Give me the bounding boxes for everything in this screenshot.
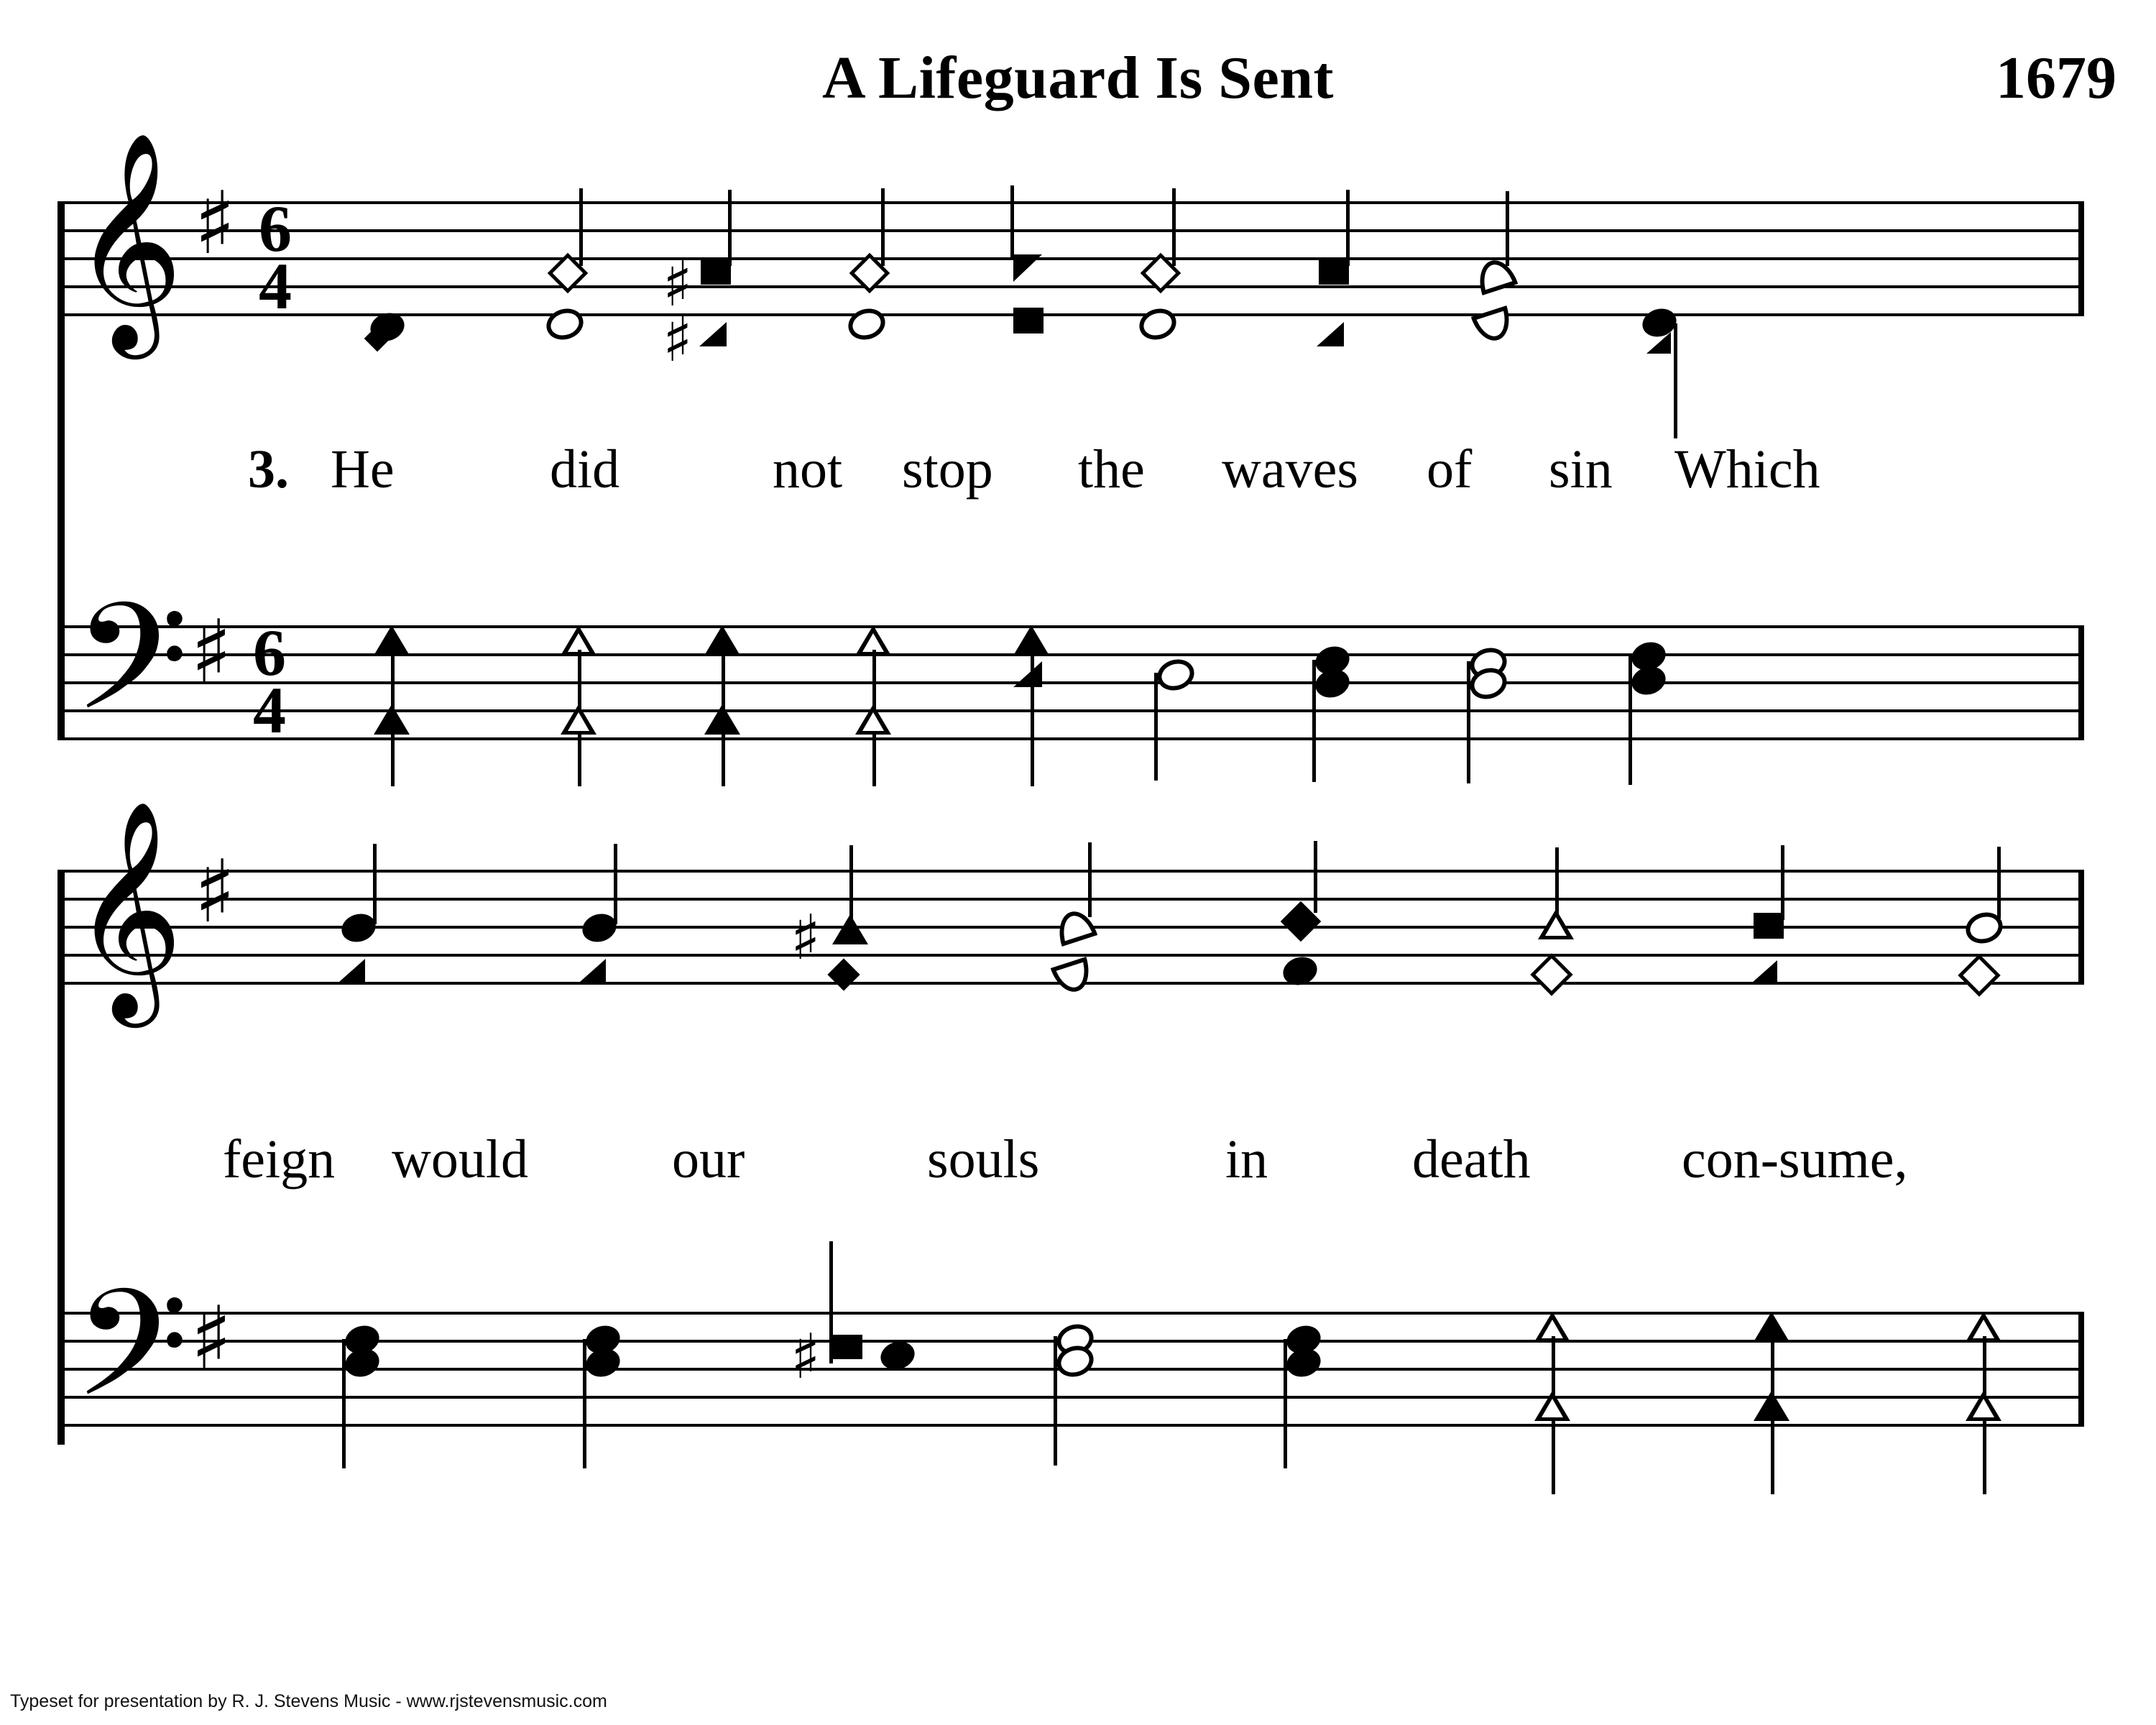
final-barline bbox=[2078, 870, 2084, 985]
lyric-syllable: our bbox=[672, 1129, 745, 1190]
music-system-2 bbox=[0, 799, 2156, 1567]
staff-line bbox=[57, 870, 2084, 873]
accidental-sharp: ♯ bbox=[663, 249, 693, 321]
lyric-syllable: He bbox=[331, 439, 395, 500]
lyric-syllable: feign bbox=[223, 1129, 336, 1190]
final-barline bbox=[2078, 1312, 2084, 1427]
key-signature-sharp: ♯ bbox=[194, 174, 236, 274]
key-signature-sharp: ♯ bbox=[190, 1289, 233, 1389]
lyric-syllable: would bbox=[392, 1129, 528, 1190]
lyric-syllable: sin bbox=[1549, 439, 1613, 500]
lyric-syllable: souls bbox=[927, 1129, 1040, 1190]
staff-line bbox=[57, 229, 2084, 232]
lyric-syllable: did bbox=[550, 439, 620, 500]
staff-line bbox=[57, 954, 2084, 957]
lyric-syllable: the bbox=[1078, 439, 1145, 500]
staff-line bbox=[57, 201, 2084, 204]
accidental-sharp: ♯ bbox=[663, 304, 693, 376]
verse-number: 3. bbox=[248, 439, 289, 500]
time-signature-numerator: 6 bbox=[259, 192, 292, 265]
lyric-syllable: not bbox=[773, 439, 843, 500]
lyric-syllable: Which bbox=[1674, 439, 1820, 500]
staff-line bbox=[57, 285, 2084, 288]
staff-line bbox=[57, 709, 2084, 712]
bass-clef-icon: 𝄢 bbox=[73, 571, 189, 780]
accidental-sharp: ♯ bbox=[791, 902, 821, 974]
staff-line bbox=[57, 898, 2084, 901]
staff-line bbox=[57, 313, 2084, 316]
staff-line bbox=[57, 625, 2084, 628]
bass-staff-1 bbox=[57, 571, 2084, 780]
staff-line bbox=[57, 257, 2084, 260]
treble-clef-icon: 𝄞 bbox=[72, 130, 183, 349]
staff-line bbox=[57, 737, 2084, 740]
lyric-syllable: death bbox=[1412, 1129, 1531, 1190]
bass-clef-icon: 𝄢 bbox=[73, 1257, 189, 1466]
lyric-syllable: of bbox=[1427, 439, 1473, 500]
staff-line bbox=[57, 653, 2084, 656]
key-signature-sharp: ♯ bbox=[194, 842, 236, 942]
song-number: 1679 bbox=[1996, 45, 2116, 111]
page-title: A Lifeguard Is Sent bbox=[822, 45, 1334, 111]
accidental-sharp: ♯ bbox=[791, 1321, 821, 1393]
staff-line bbox=[57, 1424, 2084, 1427]
final-barline bbox=[2078, 625, 2084, 740]
treble-staff-1 bbox=[57, 130, 2084, 376]
footer-credit: Typeset for presentation by R. J. Stevens Music - www.rjstevensmusic.com bbox=[10, 1691, 607, 1711]
music-system-1 bbox=[0, 130, 2156, 805]
lyric-syllable: stop bbox=[902, 439, 993, 500]
time-signature-denominator: 4 bbox=[253, 673, 286, 747]
key-signature-sharp: ♯ bbox=[190, 602, 233, 702]
lyric-syllable: in bbox=[1225, 1129, 1268, 1190]
final-barline bbox=[2078, 201, 2084, 316]
lyric-syllable: waves bbox=[1222, 439, 1358, 500]
time-signature-numerator: 6 bbox=[253, 616, 286, 689]
lyric-syllable: con-sume, bbox=[1682, 1129, 1908, 1190]
bass-staff-2 bbox=[57, 1257, 2084, 1466]
score-header bbox=[0, 43, 2156, 122]
treble-staff-2 bbox=[57, 799, 2084, 1018]
time-signature-denominator: 4 bbox=[259, 249, 292, 323]
staff-line bbox=[57, 681, 2084, 684]
treble-clef-icon: 𝄞 bbox=[72, 799, 183, 1018]
